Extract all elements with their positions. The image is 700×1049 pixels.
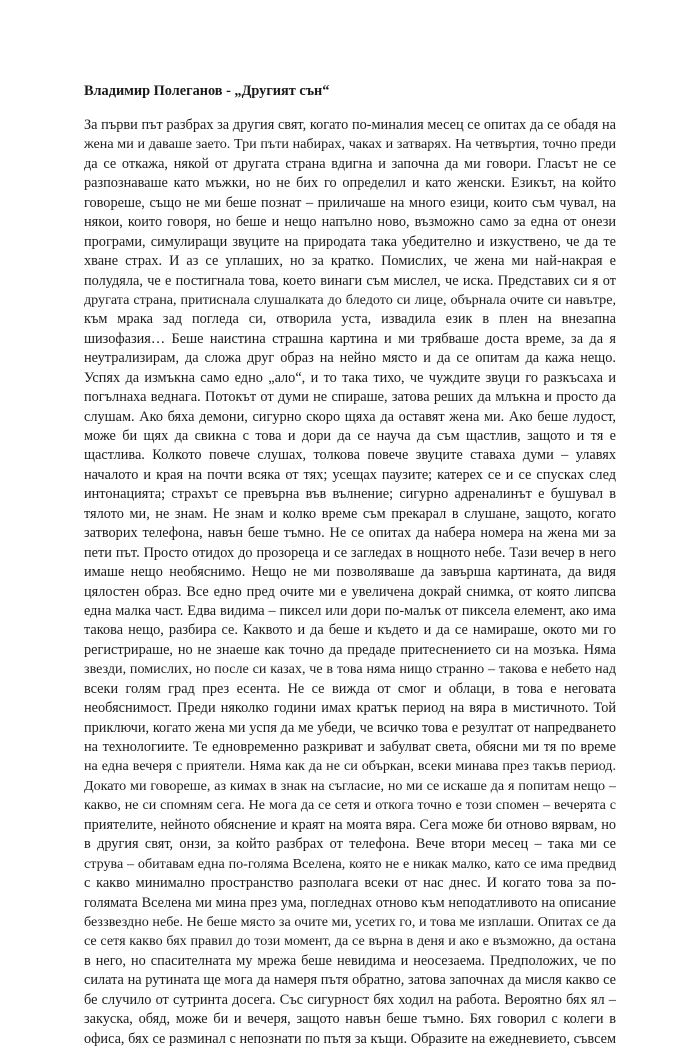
text-line: слушам. Ако бяха демони, сигурно скоро щяха да оставят жена ми. Ако беше лудост, [84,408,616,425]
text-line: в другия свят, онзи, за който разбрах от телефона. Вече втори месец – така ми се [84,836,616,853]
text-line: офиса, бях се разминал с непознати по пътя за къщи. Образите на ежедневието, съвсем [84,1030,616,1047]
document-body [84,116,616,1049]
text-line: началото и края на почти всяка от тях; усещах паузите; катерех се и се спусках след [84,466,616,483]
text-line: щастлива. Колкото повече слушах, толкова повече звуците ставаха думи – улавях [84,447,616,464]
text-line: За първи път разбрах за другия свят, когато по-миналия месец се опитах да се обадя на [84,117,616,133]
text-line: в него, но спасителната му мрежа беше невидима и неосезаема. Предположих, че по [84,952,616,969]
text-line: такова нещо, разбира се. Каквото и да беше и където и да се намираше, окото ми го [84,622,616,639]
text-line: Успях да измъкна само едно „ало“, и то така тихо, че чуждите звуци го разкъсаха и [84,369,616,386]
text-line: някои, които говоря, но беше и нещо напълно ново, възможно само за една от онези [84,214,616,231]
text-line: силата на рутината ще мога да намеря пътя обратно, затова започнах да мисля какво се [84,972,616,989]
text-line: неутрализирам, да сложа друг образ на нейно място и да се опитам да кажа нещо. [84,350,616,367]
text-line: какво, не си спомням сега. Не мога да се сетя и откога точно е този спомен – вечерята с [84,797,616,814]
text-line: може би щях да свикна с това и дори да се науча да съм щастлив, защото и тя е [84,428,616,444]
text-line: на технологиите. Те едновременно разкриват и забулват света, обясни ми тя по време [84,739,616,755]
text-line: звезди, помислих, но после си казах, че в това няма нищо странно – такова е небето над [84,661,616,678]
text-line: пети път. Просто отидох до прозореца и се загледах в нощното небе. Тази вечер в него [84,544,616,561]
text-line: цялостен образ. Все едно пред очите ми е увеличена докрай снимка, от която липсва [84,583,616,600]
text-line: с какво минимално пространство разполага всеки от нас днес. И когато това за по- [84,875,616,892]
text-line: затворих телефона, навън беше тъмно. Не се опитах да набера номера на жена ми за [84,525,616,542]
text-line: голямата Вселена ми мина през ума, погледнах отново към неподатливото на описание [84,894,616,911]
text-line: беззвездно небе. Не беше място за очите ми, усетих го, и това ме изплаши. Опитах се да [84,913,616,930]
text-line: тялото ми, не знам. Не знам и колко време съм прекарал в слушане, защото, когато [84,505,616,522]
text-line: приятелите, нейното обяснение и краят на моята вяра. Сега може би отново вярвам, но [84,816,616,833]
text-line: другата страна, притиснала слушалката до бледото си лице, обърнала очите си навътре, [84,291,616,308]
text-line: към мрака зад погледа си, отворила уста, извадила език в плен на внезапна [84,311,616,328]
text-line: струва – обитавам една по-голяма Вселена, която не е никак малко, като се има предвид [84,855,616,872]
text-line: се сетя какво бях правил до този момент, да се върна в деня и ако е възможно, да остана [84,933,616,950]
text-line: Докато ми говореше, аз кимах в знак на съгласие, но ми се искаше да я попитам нещо – [84,777,616,794]
text-line: хване страх. И аз се уплаших, но за кратко. Помислих, че жена ми най-накрая е [84,253,616,270]
text-line: имаше нещо необяснимо. Нещо не ми позволяваше да завърша картината, да видя [84,564,616,581]
text-line: жена ми и даваше заето. Три пъти набирах, чаках и затварях. На четвъртия, точно преди [84,136,616,153]
text-line: погълнаха веднага. Потокът от думи не спираше, затова реших да млъкна и просто да [84,389,616,406]
text-line: разпознаваше като мъжки, но не бих го определил и като женски. Езикът, на който [84,175,616,192]
text-line: полудяла, че е постигнала това, което винаги съм мислел, че иска. Представих си я от [84,272,616,289]
text-line: всеки голям град през есента. Не се вижда от смог и облаци, в това е неговата [84,680,616,697]
text-line: регистрираше, но не знаеше как точно да предаде притеснението си на мозъка. Няма [84,641,616,658]
text-line: необяснимост. Преди няколко години имах кратък период на вяра в мистичното. Той [84,700,616,717]
text-line: бе случило от сутринта досега. Със сигурност бях ходил на работа. Вероятно бях ял – [84,991,616,1008]
text-line: шизофазия… Беше наистина страшна картина и ми трябваше доста време, за да я [84,330,616,347]
text-line: да се откажа, някой от другата страна вдигна и започна да ми говори. Гласът не се [84,155,616,172]
text-line: приключи, когато жена ми успя да ме убеди, че всичко това е резултат от напредването [84,719,616,736]
text-line: интонацията; страхът се превърна във вълнение; сигурно адреналинът е бушувал в [84,486,616,503]
text-line: говореше, също не ми беше познат – приличаше на много езици, които съм чувал, на [84,194,616,211]
text-line: програми, симулиращи звуците на природата така убедително и изкуствено, че да те [84,233,616,250]
text-line: закуска, обяд, може би и вечеря, защото навън беше тъмно. Бях говорил с колеги в [84,1011,616,1028]
text-line: на една вечеря с приятели. Няма как да не си объркан, всеки минава през такъв период. [84,758,616,775]
text-line: една малка част. Едва видима – пиксел или дори по-малък от пиксела елемент, ако има [84,602,616,619]
document-title: Владимир Полеганов - „Другият сън“ [84,83,330,99]
